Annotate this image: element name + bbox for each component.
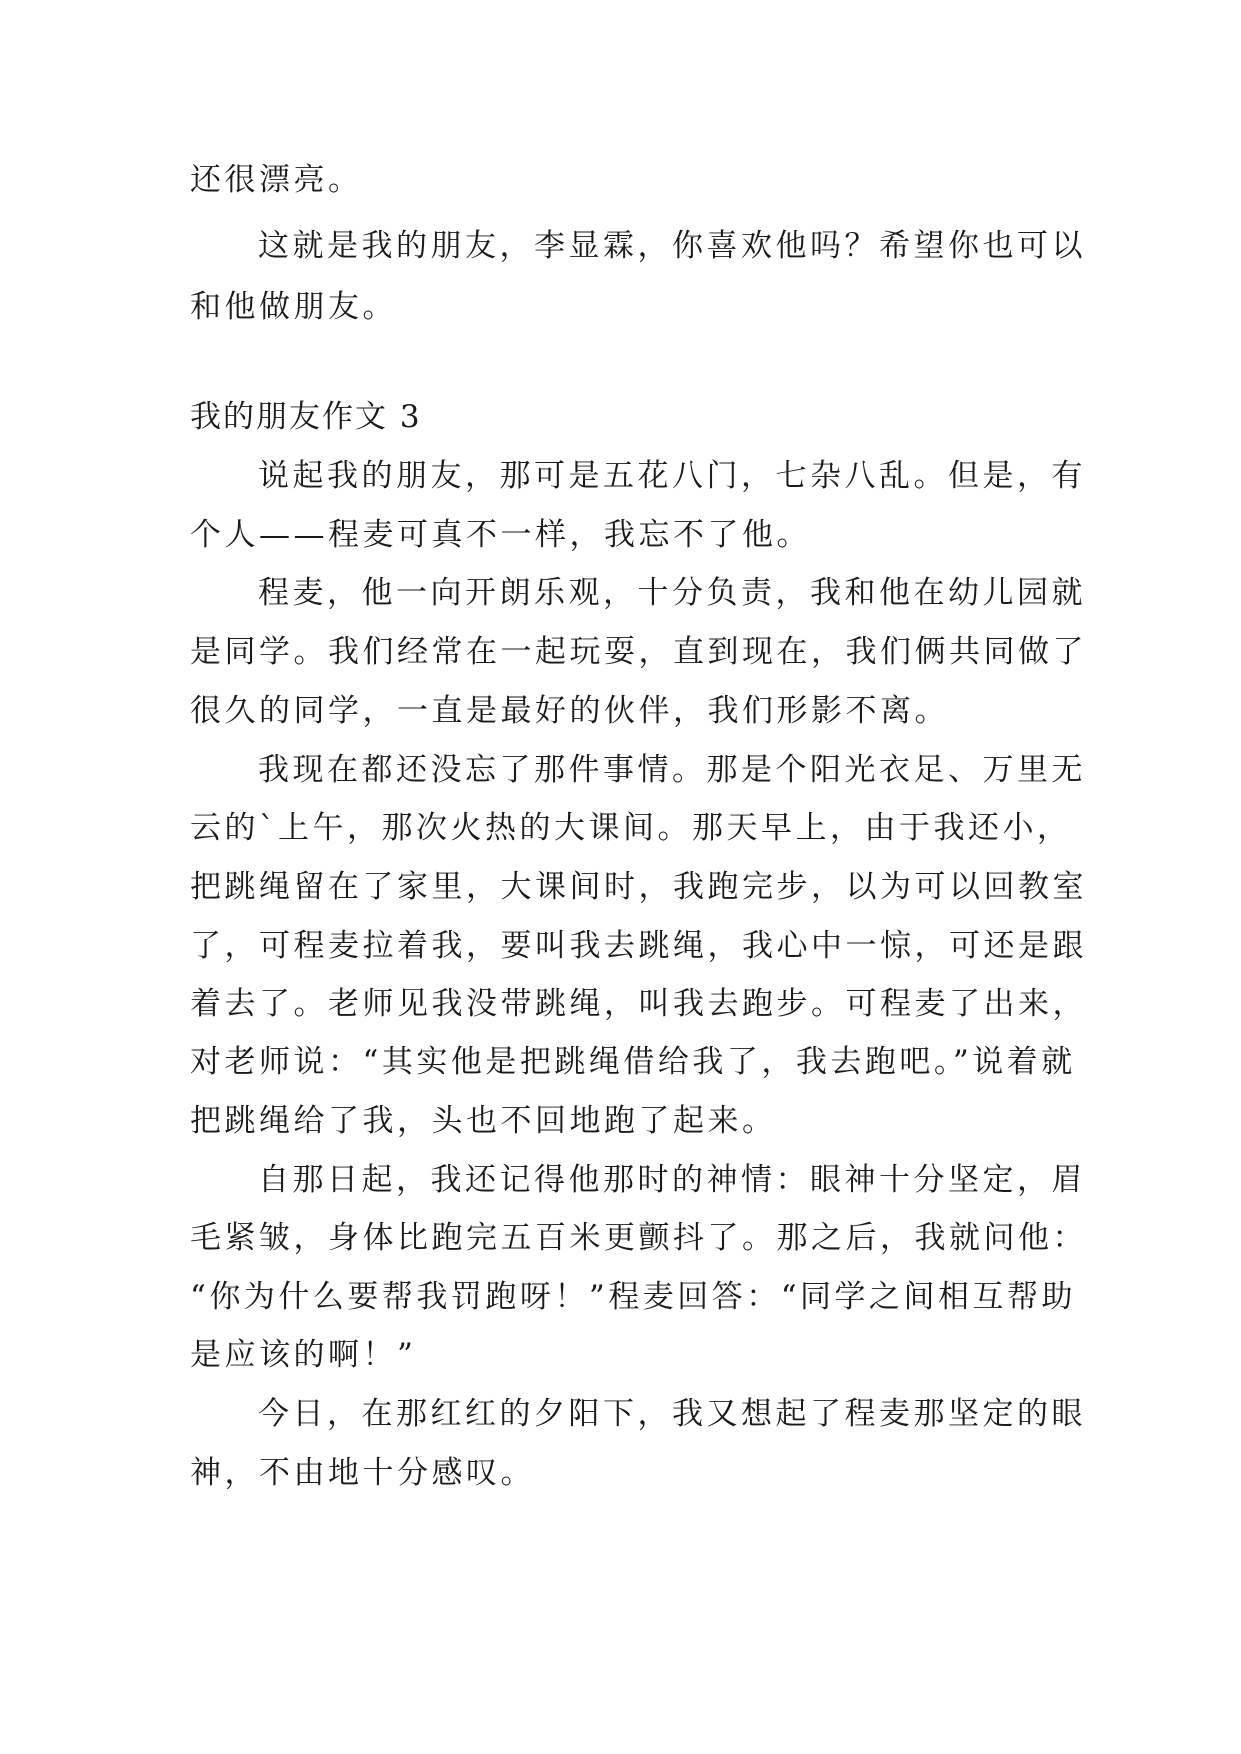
paragraph-line: 很久的同学，一直是最好的伙伴，我们形影不离。 [190, 693, 949, 729]
paragraph-line: 对老师说：“其实他是把跳绳借给我了，我去跑吧。”说着就 [190, 1044, 1076, 1080]
paragraph-line: 是应该的啊！” [190, 1337, 417, 1373]
paragraph-line: 把跳绳给了我，头也不回地跑了起来。 [190, 1103, 777, 1139]
paragraph-line: 把跳绳留在了家里，大课间时，我跑完步，以为可以回教室 [190, 869, 1087, 905]
paragraph-line: 今日，在那红红的夕阳下，我又想起了程麦那坚定的眼 [258, 1396, 1086, 1432]
essay-title: 我的朋友作文 3 [190, 399, 422, 435]
paragraph-line: 自那日起，我还记得他那时的神情：眼神十分坚定，眉 [258, 1162, 1086, 1198]
paragraph-line: “你为什么要帮我罚跑呀！”程麦回答：“同学之间相互帮助 [190, 1279, 1077, 1315]
paragraph-line: 程麦，他一向开朗乐观，十分负责，我和他在幼儿园就 [258, 575, 1086, 611]
paragraph-line: 和他做朋友。 [190, 289, 397, 325]
paragraph-line: 神，不由地十分感叹。 [190, 1455, 535, 1491]
paragraph-line: 毛紧皱，身体比跑完五百米更颤抖了。那之后，我就问他： [190, 1220, 1087, 1256]
paragraph-line: 个人——程麦可真不一样，我忘不了他。 [190, 517, 811, 553]
paragraph-line: 我现在都还没忘了那件事情。那是个阳光衣足、万里无 [258, 752, 1086, 788]
paragraph-line: 这就是我的朋友，李显霖，你喜欢他吗？希望你也可以 [258, 228, 1086, 264]
paragraph-line: 着去了。老师见我没带跳绳，叫我去跑步。可程麦了出来， [190, 986, 1087, 1022]
paragraph-line: 是同学。我们经常在一起玩耍，直到现在，我们俩共同做了 [190, 634, 1087, 670]
paragraph-line: 还很漂亮。 [190, 162, 363, 198]
paragraph-line: 说起我的朋友，那可是五花八门，七杂八乱。但是，有 [258, 458, 1086, 494]
paragraph-line: 了，可程麦拉着我，要叫我去跳绳，我心中一惊，可还是跟 [190, 928, 1087, 964]
paragraph-line: 云的`上午，那次火热的大课间。那天早上，由于我还小， [190, 810, 1072, 846]
